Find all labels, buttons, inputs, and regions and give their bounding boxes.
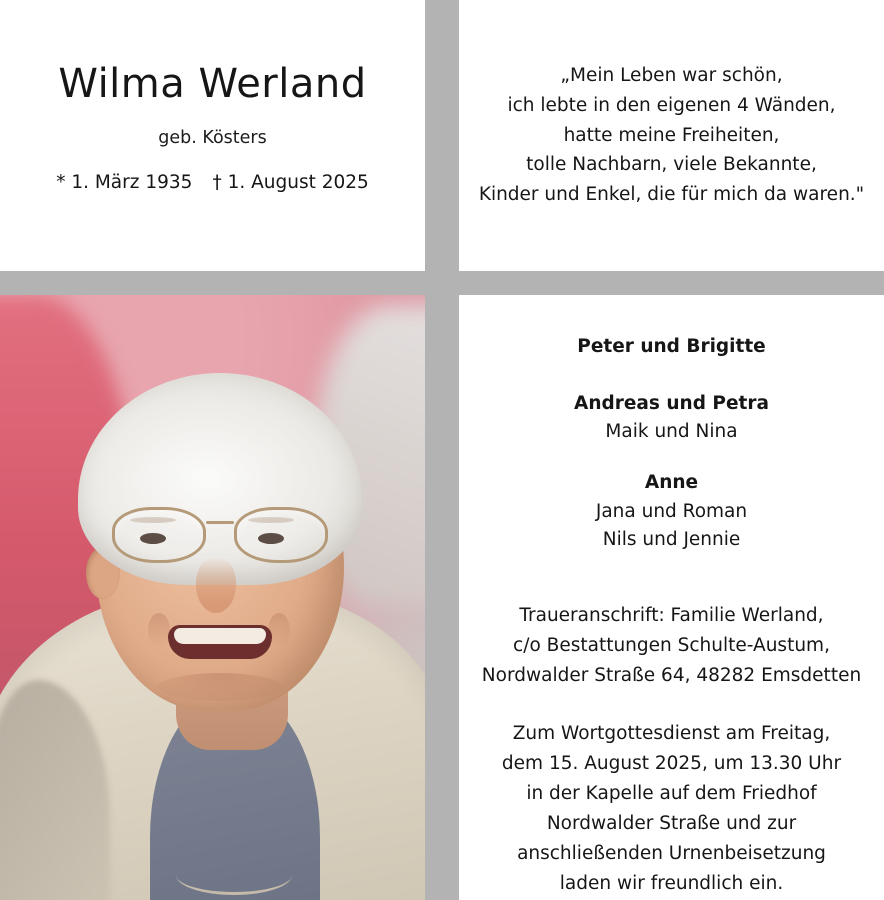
quote-block: [459, 0, 884, 271]
family-line: Andreas und Petra: [574, 392, 769, 414]
life-dates: [56, 172, 369, 193]
quote-line: Kinder und Enkel, die für mich da waren.": [478, 184, 865, 206]
address-line: c/o Bestattungen Schulte-Austum,: [513, 635, 830, 656]
birth-date: * 1. März 1935: [56, 172, 193, 193]
spacer: [477, 555, 866, 601]
quote-line: ich lebte in den eigenen 4 Wänden,: [507, 94, 836, 116]
spacer: [477, 691, 866, 719]
nose: [196, 557, 236, 613]
spacer: [477, 447, 866, 469]
deceased-name: Wilma Werland: [58, 61, 367, 107]
address-line: Traueranschrift: Familie Werland,: [519, 605, 824, 627]
service-line: Nordwalder Straße und zur: [546, 812, 797, 834]
family-names: [477, 333, 866, 555]
portrait-photo: [0, 295, 425, 900]
service-line: in der Kapelle auf dem Friedhof: [526, 782, 817, 804]
smile-line-left: [148, 613, 170, 647]
mourning-address: [477, 601, 866, 691]
vertical-divider: [425, 0, 459, 900]
quote-text: [479, 61, 864, 211]
quote-line: „Mein Leben war schön,: [560, 64, 783, 86]
necklace: [176, 855, 292, 895]
glasses-bridge: [206, 521, 234, 524]
chin-shadow: [158, 673, 282, 701]
details-block: [459, 295, 884, 900]
service-details: [477, 719, 866, 899]
portrait-image: [0, 295, 425, 900]
mouth: [168, 625, 272, 659]
quote-line: hatte meine Freiheiten,: [563, 124, 780, 146]
glasses-lens-right: [234, 507, 328, 563]
service-line: dem 15. August 2025, um 13.30 Uhr: [501, 752, 842, 774]
address-line: Nordwalder Straße 64, 48282 Emsdetten: [481, 664, 862, 686]
service-line: Zum Wortgottesdienst am Freitag,: [512, 722, 831, 744]
name-block: [0, 0, 425, 271]
spacer: [477, 362, 866, 390]
family-line: Anne: [644, 472, 699, 494]
service-line: anschließenden Urnenbeisetzung: [517, 842, 826, 864]
death-date: † 1. August 2025: [212, 172, 369, 193]
horizontal-divider-left: [0, 271, 425, 295]
family-line: Peter und Brigitte: [577, 336, 766, 357]
teeth: [174, 628, 266, 644]
family-line: Maik und Nina: [605, 421, 738, 443]
horizontal-divider-right: [459, 271, 884, 295]
service-line: laden wir freundlich ein.: [559, 872, 784, 894]
family-line: Nils und Jennie: [602, 529, 741, 551]
glasses-lens-left: [112, 507, 206, 563]
maiden-name: geb. Kösters: [158, 128, 267, 148]
family-line: Jana und Roman: [595, 500, 748, 522]
glasses-icon: [108, 507, 344, 567]
quote-line: tolle Nachbarn, viele Bekannte,: [526, 154, 817, 176]
